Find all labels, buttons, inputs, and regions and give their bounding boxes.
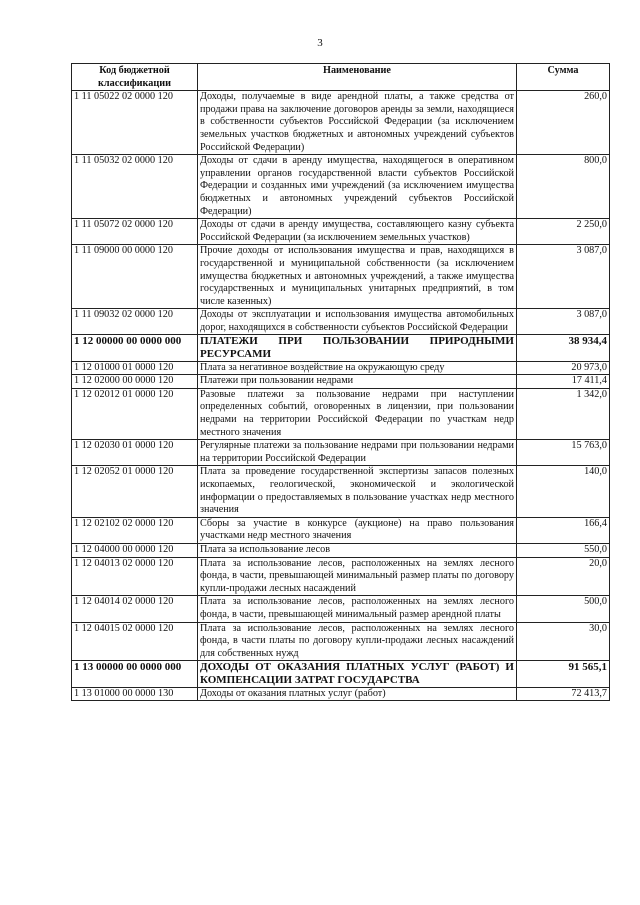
row-code: 1 11 09000 00 0000 120 bbox=[72, 245, 198, 309]
row-code: 1 12 04014 02 0000 120 bbox=[72, 596, 198, 622]
row-code: 1 11 09032 02 0000 120 bbox=[72, 309, 198, 335]
row-code: 1 12 02030 01 0000 120 bbox=[72, 440, 198, 466]
row-code: 1 11 05022 02 0000 120 bbox=[72, 91, 198, 155]
row-name: Доходы от сдачи в аренду имущества, находящегося в оперативном управлении органов государственной власти субъектов Российской Федерации и созданных ими учреждений (за исключением имущества бюджетных и автономных учреждений субъектов Российской Федерации) bbox=[198, 155, 517, 219]
row-code: 1 12 00000 00 0000 000 bbox=[72, 335, 198, 361]
table-row bbox=[72, 361, 610, 375]
row-name: ДОХОДЫ ОТ ОКАЗАНИЯ ПЛАТНЫХ УСЛУГ (РАБОТ) И КОМПЕНСАЦИИ ЗАТРАТ ГОСУДАРСТВА bbox=[198, 661, 517, 687]
row-sum: 166,4 bbox=[517, 517, 610, 543]
row-sum: 20 973,0 bbox=[517, 361, 610, 375]
page-number: 3 bbox=[317, 37, 323, 49]
row-code: 1 12 04015 02 0000 120 bbox=[72, 622, 198, 661]
row-code: 1 12 02000 00 0000 120 bbox=[72, 375, 198, 389]
row-sum: 550,0 bbox=[517, 543, 610, 557]
row-code: 1 11 05032 02 0000 120 bbox=[72, 155, 198, 219]
row-sum: 3 087,0 bbox=[517, 309, 610, 335]
table-row bbox=[72, 155, 610, 219]
row-sum: 800,0 bbox=[517, 155, 610, 219]
row-sum: 20,0 bbox=[517, 557, 610, 596]
row-sum: 3 087,0 bbox=[517, 245, 610, 309]
table-row bbox=[72, 517, 610, 543]
table-section-row bbox=[72, 335, 610, 361]
table-body bbox=[72, 91, 610, 701]
row-name: Доходы от оказания платных услуг (работ) bbox=[198, 687, 517, 701]
row-code: 1 12 01000 01 0000 120 bbox=[72, 361, 198, 375]
row-sum: 1 342,0 bbox=[517, 388, 610, 439]
table-row bbox=[72, 309, 610, 335]
row-name: Плата за проведение государственной экспертизы запасов полезных ископаемых, геологической, экономической и экологической информации о предоставляемых в пользование участках недр местного значения bbox=[198, 466, 517, 517]
row-code: 1 12 02052 01 0000 120 bbox=[72, 466, 198, 517]
table-row bbox=[72, 91, 610, 155]
row-code: 1 12 02012 01 0000 120 bbox=[72, 388, 198, 439]
row-name: Доходы от сдачи в аренду имущества, составляющего казну субъекта Российской Федерации (за исключением земельных участков) bbox=[198, 219, 517, 245]
row-name: Плата за негативное воздействие на окружающую среду bbox=[198, 361, 517, 375]
table-header-row bbox=[72, 64, 610, 91]
row-sum: 38 934,4 bbox=[517, 335, 610, 361]
row-sum: 91 565,1 bbox=[517, 661, 610, 687]
budget-revenue-table bbox=[71, 63, 610, 701]
table-row bbox=[72, 245, 610, 309]
table-row bbox=[72, 466, 610, 517]
row-sum: 2 250,0 bbox=[517, 219, 610, 245]
row-code: 1 13 00000 00 0000 000 bbox=[72, 661, 198, 687]
table-row bbox=[72, 687, 610, 701]
row-name: Плата за использование лесов, расположенных на землях лесного фонда, в части, превышающей минимальный размер арендной платы bbox=[198, 596, 517, 622]
header-name: Наименование bbox=[198, 64, 517, 91]
row-name: Разовые платежи за пользование недрами при наступлении определенных событий, оговоренных в лицензии, при пользовании недрами на территории Российской Федерации по участкам недр местного значения bbox=[198, 388, 517, 439]
table-row bbox=[72, 388, 610, 439]
row-name: Плата за использование лесов bbox=[198, 543, 517, 557]
row-code: 1 12 02102 02 0000 120 bbox=[72, 517, 198, 543]
row-sum: 17 411,4 bbox=[517, 375, 610, 389]
row-name: ПЛАТЕЖИ ПРИ ПОЛЬЗОВАНИИ ПРИРОДНЫМИ РЕСУРСАМИ bbox=[198, 335, 517, 361]
table-row bbox=[72, 543, 610, 557]
row-name: Плата за использование лесов, расположенных на землях лесного фонда, в части, превышающей минимальный размер платы по договору купли-продажи лесных насаждений bbox=[198, 557, 517, 596]
table-row bbox=[72, 219, 610, 245]
row-name: Прочие доходы от использования имущества и прав, находящихся в государственной и муниципальной собственности (за исключением имущества бюджетных и автономных учреждений, а также имущества государственных и муниципальных унитарных предприятий, в том числе казенных) bbox=[198, 245, 517, 309]
row-name: Регулярные платежи за пользование недрами при пользовании недрами на территории Российской Федерации bbox=[198, 440, 517, 466]
table-row bbox=[72, 596, 610, 622]
row-sum: 30,0 bbox=[517, 622, 610, 661]
table-row bbox=[72, 557, 610, 596]
row-name: Доходы, получаемые в виде арендной платы, а также средства от продажи права на заключение договоров аренды за земли, находящиеся в собственности субъектов Российской Федерации (за исключением земельных участков бюджетных и автономных учреждений субъектов Российской Федерации) bbox=[198, 91, 517, 155]
row-code: 1 12 04013 02 0000 120 bbox=[72, 557, 198, 596]
row-sum: 500,0 bbox=[517, 596, 610, 622]
row-name: Сборы за участие в конкурсе (аукционе) на право пользования участками недр местного значения bbox=[198, 517, 517, 543]
table-row bbox=[72, 622, 610, 661]
row-name: Плата за использование лесов, расположенных на землях лесного фонда, в части платы по договору купли-продажи лесных насаждений для собственных нужд bbox=[198, 622, 517, 661]
row-code: 1 12 04000 00 0000 120 bbox=[72, 543, 198, 557]
row-sum: 140,0 bbox=[517, 466, 610, 517]
row-sum: 260,0 bbox=[517, 91, 610, 155]
row-name: Доходы от эксплуатации и использования имущества автомобильных дорог, находящихся в собственности субъектов Российской Федерации bbox=[198, 309, 517, 335]
row-code: 1 11 05072 02 0000 120 bbox=[72, 219, 198, 245]
row-sum: 15 763,0 bbox=[517, 440, 610, 466]
header-code: Код бюджетной классификации bbox=[72, 64, 198, 91]
table-section-row bbox=[72, 661, 610, 687]
header-sum: Сумма bbox=[517, 64, 610, 91]
row-code: 1 13 01000 00 0000 130 bbox=[72, 687, 198, 701]
table-row bbox=[72, 440, 610, 466]
row-name: Платежи при пользовании недрами bbox=[198, 375, 517, 389]
table-row bbox=[72, 375, 610, 389]
row-sum: 72 413,7 bbox=[517, 687, 610, 701]
